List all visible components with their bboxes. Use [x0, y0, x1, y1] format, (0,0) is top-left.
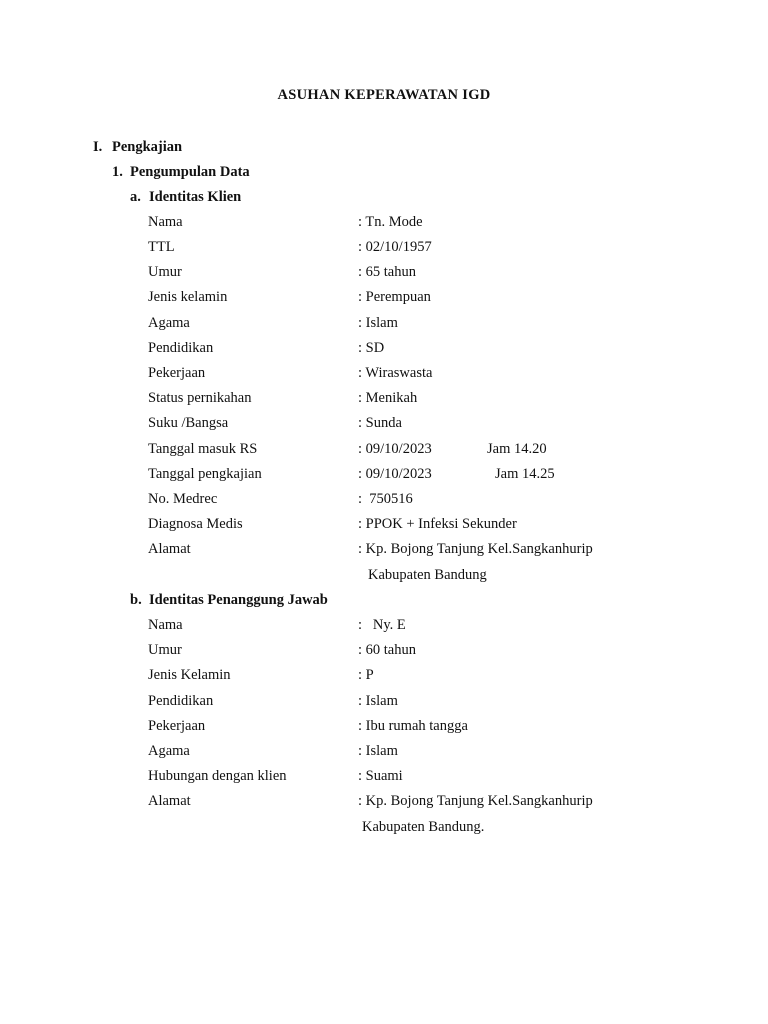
client-label-suku-bangsa: Suku /Bangsa [148, 415, 229, 431]
client-label-agama: Agama [148, 315, 190, 331]
client-label-umur: Umur [148, 264, 182, 280]
guardian-value-pekerjaan: : Ibu rumah tangga [358, 718, 468, 734]
subsection-number: 1. [112, 164, 123, 180]
guardian-heading: Identitas Penanggung Jawab [149, 592, 328, 608]
guardian-label-pendidikan: Pendidikan [148, 693, 214, 709]
client-label-alamat: Alamat [148, 541, 191, 557]
client-label-status-pernikahan: Status pernikahan [148, 390, 252, 406]
client-letter: a. [130, 189, 141, 205]
client-value-medrec: : 750516 [358, 491, 413, 507]
client-value-alamat: : Kp. Bojong Tanjung Kel.Sangkanhurip [358, 541, 593, 557]
client-label-tanggal-masuk: Tanggal masuk RS [148, 441, 258, 457]
guardian-letter: b. [130, 592, 142, 608]
subsection-heading: Pengumpulan Data [130, 164, 250, 180]
guardian-value-alamat: : Kp. Bojong Tanjung Kel.Sangkanhurip [358, 793, 593, 809]
client-label-pekerjaan: Pekerjaan [148, 365, 206, 381]
client-label-ttl: TTL [148, 239, 175, 255]
guardian-value-hubungan: : Suami [358, 768, 403, 784]
client-label-medrec: No. Medrec [148, 491, 218, 507]
client-value-nama: : Tn. Mode [358, 214, 423, 230]
document-title: ASUHAN KEPERAWATAN IGD [277, 87, 491, 103]
client-jam-masuk: Jam 14.20 [487, 441, 547, 457]
client-jam-pengkajian: Jam 14.25 [495, 466, 555, 482]
client-value-agama: : Islam [358, 315, 398, 331]
client-label-tanggal-pengkajian: Tanggal pengkajian [148, 466, 262, 482]
client-label-diagnosa: Diagnosa Medis [148, 516, 243, 532]
client-value-umur: : 65 tahun [358, 264, 416, 280]
client-label-nama: Nama [148, 214, 183, 230]
client-value-diagnosa: : PPOK + Infeksi Sekunder [358, 516, 517, 532]
client-value-tanggal-masuk: : 09/10/2023 [358, 441, 432, 457]
client-value-tanggal-pengkajian: : 09/10/2023 [358, 466, 432, 482]
section-number: I. [93, 139, 103, 155]
guardian-value-pendidikan: : Islam [358, 693, 398, 709]
guardian-label-pekerjaan: Pekerjaan [148, 718, 206, 734]
guardian-value-umur: : 60 tahun [358, 642, 416, 658]
client-value-ttl: : 02/10/1957 [358, 239, 432, 255]
client-value-suku-bangsa: : Sunda [358, 415, 402, 431]
section-heading: Pengkajian [112, 139, 183, 155]
client-heading: Identitas Klien [149, 189, 242, 205]
guardian-label-nama: Nama [148, 617, 183, 633]
guardian-label-umur: Umur [148, 642, 182, 658]
guardian-value-agama: : Islam [358, 743, 398, 759]
guardian-label-hubungan: Hubungan dengan klien [148, 768, 287, 784]
client-value-pendidikan: : SD [358, 340, 385, 356]
guardian-alamat-continuation: Kabupaten Bandung. [362, 819, 485, 835]
client-label-pendidikan: Pendidikan [148, 340, 214, 356]
guardian-label-alamat: Alamat [148, 793, 191, 809]
guardian-value-nama: : Ny. E [358, 617, 406, 633]
client-value-pekerjaan: : Wiraswasta [358, 365, 433, 381]
guardian-label-jenis-kelamin: Jenis Kelamin [148, 667, 231, 683]
client-alamat-continuation: Kabupaten Bandung [368, 567, 487, 583]
client-label-jenis-kelamin: Jenis kelamin [148, 289, 228, 305]
guardian-label-agama: Agama [148, 743, 190, 759]
guardian-value-jenis-kelamin: : P [358, 667, 374, 683]
client-value-jenis-kelamin: : Perempuan [358, 289, 431, 305]
client-value-status-pernikahan: : Menikah [358, 390, 418, 406]
